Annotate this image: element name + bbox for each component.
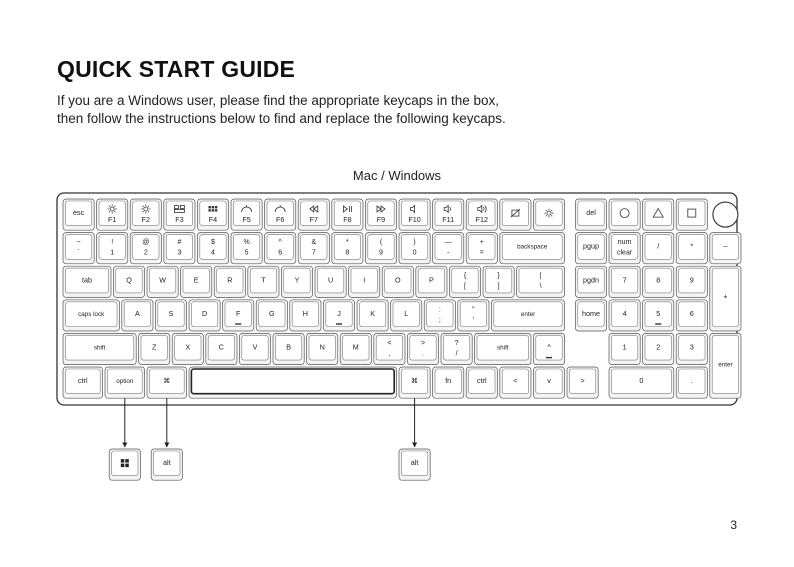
- key-blank: [147, 367, 187, 398]
- layout-subtitle: Mac / Windows: [352, 168, 442, 183]
- key-e: [181, 266, 212, 297]
- key-z: [139, 333, 170, 364]
- key-legend: v: [547, 376, 551, 386]
- key-enter: [491, 300, 564, 331]
- key-legend-bottom: \: [539, 283, 542, 291]
- key-legend-bottom: 4: [211, 249, 215, 257]
- key-legend: J: [337, 308, 341, 318]
- key-legend: F8: [343, 215, 352, 224]
- key-alt: [399, 449, 430, 480]
- key-0: [399, 233, 430, 264]
- key-legend-top: @: [142, 239, 150, 247]
- key-6: [676, 300, 707, 331]
- key-legend-bottom: 8: [345, 249, 350, 257]
- key-9: [365, 233, 396, 264]
- key-d: [189, 300, 220, 331]
- key-8: [332, 233, 363, 264]
- key-j: [323, 300, 354, 331]
- key-legend: I: [363, 275, 366, 285]
- key-legend-top: #: [177, 239, 182, 247]
- key-r: [214, 266, 245, 297]
- key-legend: C: [218, 342, 225, 352]
- key-triangle: [643, 199, 674, 230]
- key-legend: ⌘: [163, 376, 171, 386]
- key-legend: /: [657, 241, 660, 251]
- key-blank: [517, 266, 565, 297]
- key-legend: del: [586, 208, 596, 218]
- key-blank: [433, 233, 464, 264]
- key-blank: [533, 333, 564, 364]
- key-legend-bottom: /: [455, 350, 458, 358]
- key-legend: .: [690, 376, 693, 386]
- key-8: [643, 266, 674, 297]
- key-legend: 8: [656, 275, 661, 285]
- key-blank: [567, 367, 598, 398]
- key-legend-top: }: [497, 272, 500, 280]
- key-legend-top: —: [444, 239, 452, 247]
- key-n: [307, 333, 338, 364]
- key-legend-top: :: [438, 306, 441, 314]
- key-f4: [197, 199, 228, 230]
- key-shift: [63, 333, 136, 364]
- key-legend: 9: [689, 275, 694, 285]
- key-blank: [710, 266, 741, 331]
- key-tab: [63, 266, 111, 297]
- key-l: [391, 300, 422, 331]
- key-clear: [609, 233, 640, 264]
- key-legend-bottom: 9: [379, 249, 383, 257]
- key-v: [533, 367, 564, 398]
- key-ctrl: [63, 367, 103, 398]
- key-legend: F9: [376, 215, 386, 224]
- key-legend-bottom: 6: [278, 249, 283, 257]
- key-f6: [265, 199, 296, 230]
- key-legend: 3: [689, 342, 694, 352]
- key-legend-bottom: 7: [311, 249, 316, 257]
- key-legend-top: <: [387, 339, 392, 347]
- key-legend-bottom: clear: [617, 249, 633, 257]
- key-legend: F11: [442, 215, 455, 224]
- key-blank: [676, 367, 707, 398]
- key-legend-top: ^: [278, 239, 282, 247]
- key-windows: [109, 449, 140, 480]
- key-legend-bottom: 3: [177, 249, 182, 257]
- key-legend: D: [201, 308, 208, 318]
- key-blank: [466, 233, 497, 264]
- key-legend: F4: [208, 215, 218, 224]
- key-a: [122, 300, 153, 331]
- key-legend: F7: [309, 215, 318, 224]
- key-blank: [63, 233, 94, 264]
- intro-line-2: then follow the instructions below to find and replace the following keycaps.: [57, 111, 506, 126]
- key-pgdn: [575, 266, 606, 297]
- key-legend-top: !: [111, 239, 114, 247]
- key-backspace: [500, 233, 565, 264]
- key-legend: 7: [622, 275, 627, 285]
- key-legend: shift: [497, 344, 509, 352]
- key-3: [164, 233, 195, 264]
- key-legend: K: [370, 308, 375, 318]
- key-legend-top: |: [539, 272, 542, 280]
- key-legend: X: [185, 342, 191, 352]
- key-legend: shift: [93, 344, 106, 352]
- key-legend: E: [193, 275, 199, 285]
- key-legend-top: ): [413, 239, 416, 247]
- key-legend: T: [261, 275, 266, 285]
- key-legend: *: [690, 241, 694, 251]
- key-legend: esc: [73, 208, 85, 218]
- key-legend: Z: [152, 342, 157, 352]
- key-q: [113, 266, 144, 297]
- key-legend: alt: [410, 458, 419, 468]
- key-legend: F12: [475, 215, 488, 224]
- key-pgup: [575, 233, 606, 264]
- key-legend-bottom: 0: [412, 249, 417, 257]
- key-legend: caps lock: [78, 310, 105, 318]
- key-y: [281, 266, 312, 297]
- key-blank: [643, 233, 674, 264]
- key-fn: [433, 367, 464, 398]
- key-legend: A: [135, 308, 140, 318]
- key-legend-top: &: [311, 239, 317, 247]
- key-1: [609, 333, 640, 364]
- key-u: [315, 266, 346, 297]
- key-alt: [151, 449, 182, 480]
- key-legend-bottom: ]: [497, 283, 500, 291]
- key-legend: fn: [445, 376, 452, 386]
- key-3: [676, 333, 707, 364]
- key-light: [533, 199, 564, 230]
- key-legend: 4: [622, 308, 627, 318]
- key-legend: U: [327, 275, 334, 285]
- key-legend: Q: [126, 275, 132, 285]
- key-4: [197, 233, 228, 264]
- key-legend: N: [319, 342, 325, 352]
- key-legend: B: [286, 342, 291, 352]
- key-blank: [710, 233, 741, 264]
- key-legend: 1: [622, 342, 627, 352]
- key-x: [172, 333, 203, 364]
- key-legend: home: [582, 308, 600, 318]
- key-circle: [609, 199, 640, 230]
- key-legend-top: num: [617, 239, 632, 247]
- key-f3: [164, 199, 195, 230]
- key-t: [248, 266, 279, 297]
- key-legend-top: *: [346, 239, 349, 247]
- intro-line-1: If you are a Windows user, please find the appropriate keycaps in the box,: [57, 93, 500, 108]
- key-legend-top: $: [211, 239, 215, 247]
- key-blank: [424, 300, 455, 331]
- volume-knob: [713, 202, 738, 227]
- key-legend-bottom: -: [447, 249, 450, 257]
- key-5: [643, 300, 674, 331]
- key-9: [676, 266, 707, 297]
- key-legend-top: ?: [454, 339, 459, 347]
- key-legend: enter: [520, 310, 536, 318]
- key-legend: ⌘: [411, 376, 419, 386]
- key-legend-top: {: [463, 272, 467, 280]
- key-g: [256, 300, 287, 331]
- key-legend-top: +: [479, 239, 484, 247]
- key-legend-bottom: ': [472, 316, 475, 324]
- key-f: [223, 300, 254, 331]
- key-7: [609, 266, 640, 297]
- key-f11: [433, 199, 464, 230]
- key-legend: F1: [108, 215, 117, 224]
- key-esc: [63, 199, 94, 230]
- key-blank: [676, 233, 707, 264]
- key-legend-top: %: [243, 239, 250, 247]
- key-blank: [483, 266, 514, 297]
- key-legend: alt: [163, 458, 171, 468]
- key-legend: G: [269, 308, 275, 318]
- key-legend: H: [302, 308, 309, 318]
- key-legend: +: [723, 292, 728, 302]
- key-legend: P: [429, 275, 434, 285]
- key-legend: F2: [141, 215, 150, 224]
- key-legend: 5: [656, 308, 661, 318]
- key-caps-lock: [63, 300, 119, 331]
- key-blank: [374, 333, 405, 364]
- key-blank: [500, 367, 531, 398]
- key-6: [265, 233, 296, 264]
- key-o: [382, 266, 413, 297]
- key-legend-bottom: ;: [438, 316, 441, 324]
- key-legend: S: [168, 308, 174, 318]
- key-legend: F5: [242, 215, 251, 224]
- key-legend: R: [227, 275, 233, 285]
- key-legend-bottom: 5: [244, 249, 249, 257]
- key-del: [575, 199, 606, 230]
- replacement-callouts: [109, 398, 430, 480]
- key-1: [97, 233, 128, 264]
- key-f10: [399, 199, 430, 230]
- key-ctrl: [466, 367, 497, 398]
- key-space: [189, 367, 397, 398]
- page-number: 3: [730, 518, 737, 532]
- key-v: [239, 333, 270, 364]
- key-m: [340, 333, 371, 364]
- key-w: [147, 266, 178, 297]
- key-s: [155, 300, 186, 331]
- key-legend: ^: [547, 342, 551, 352]
- key-legend: <: [513, 376, 518, 386]
- key-4: [609, 300, 640, 331]
- key-legend-top: ": [472, 306, 475, 314]
- key-7: [298, 233, 329, 264]
- key-f12: [466, 199, 497, 230]
- key-legend-top: (: [379, 239, 383, 247]
- key-legend-top: >: [420, 339, 426, 347]
- key-legend-bottom: ,: [388, 350, 391, 358]
- key-legend: >: [580, 376, 585, 386]
- key-5: [231, 233, 262, 264]
- key-legend: 2: [656, 342, 661, 352]
- key-legend: tab: [82, 275, 92, 285]
- key-c: [206, 333, 237, 364]
- key-screenshot: [500, 199, 531, 230]
- key-legend: pgup: [583, 241, 599, 251]
- key-blank: [399, 367, 430, 398]
- key-h: [290, 300, 321, 331]
- key-2: [643, 333, 674, 364]
- key-option: [105, 367, 145, 398]
- key-b: [273, 333, 304, 364]
- key-legend: option: [116, 378, 134, 386]
- key-blank: [407, 333, 438, 364]
- key-legend: Y: [294, 275, 300, 285]
- key-f9: [365, 199, 396, 230]
- key-k: [357, 300, 388, 331]
- key-blank: [449, 266, 480, 297]
- key-enter: [710, 333, 741, 398]
- key-f8: [332, 199, 363, 230]
- key-legend: –: [723, 241, 728, 251]
- key-legend: M: [352, 342, 359, 352]
- key-i: [349, 266, 380, 297]
- key-legend: L: [404, 308, 409, 318]
- key-legend: enter: [718, 361, 733, 369]
- key-legend-top: ~: [76, 239, 81, 247]
- page-title: QUICK START GUIDE: [57, 56, 296, 82]
- key-legend: O: [395, 275, 401, 285]
- key-legend-bottom: =: [479, 249, 484, 257]
- key-f2: [130, 199, 161, 230]
- key-legend: ctrl: [477, 376, 487, 386]
- key-legend-bottom: .: [422, 350, 424, 358]
- key-legend: pgdn: [583, 275, 599, 285]
- key-legend-bottom: `: [77, 249, 80, 257]
- key-legend: F3: [175, 215, 184, 224]
- key-legend: F: [236, 308, 241, 318]
- key-home: [575, 300, 606, 331]
- key-square: [676, 199, 707, 230]
- key-f1: [97, 199, 128, 230]
- key-legend: 0: [639, 376, 644, 386]
- key-legend: 6: [689, 308, 694, 318]
- screenshot-icon: [511, 209, 520, 217]
- key-shift: [475, 333, 531, 364]
- key-legend: F10: [408, 215, 421, 224]
- key-blank: [458, 300, 489, 331]
- key-legend: ctrl: [78, 376, 88, 386]
- key-legend-bottom: 1: [110, 249, 115, 257]
- key-2: [130, 233, 161, 264]
- key-legend: W: [159, 275, 166, 285]
- key-legend: backspace: [517, 243, 548, 251]
- key-legend: F6: [276, 215, 285, 224]
- key-f7: [298, 199, 329, 230]
- key-legend-bottom: 2: [143, 249, 148, 257]
- key-legend: V: [252, 342, 258, 352]
- key-0: [609, 367, 674, 398]
- key-blank: [441, 333, 472, 364]
- key-f5: [231, 199, 262, 230]
- key-p: [416, 266, 447, 297]
- key-legend-bottom: [: [464, 283, 466, 291]
